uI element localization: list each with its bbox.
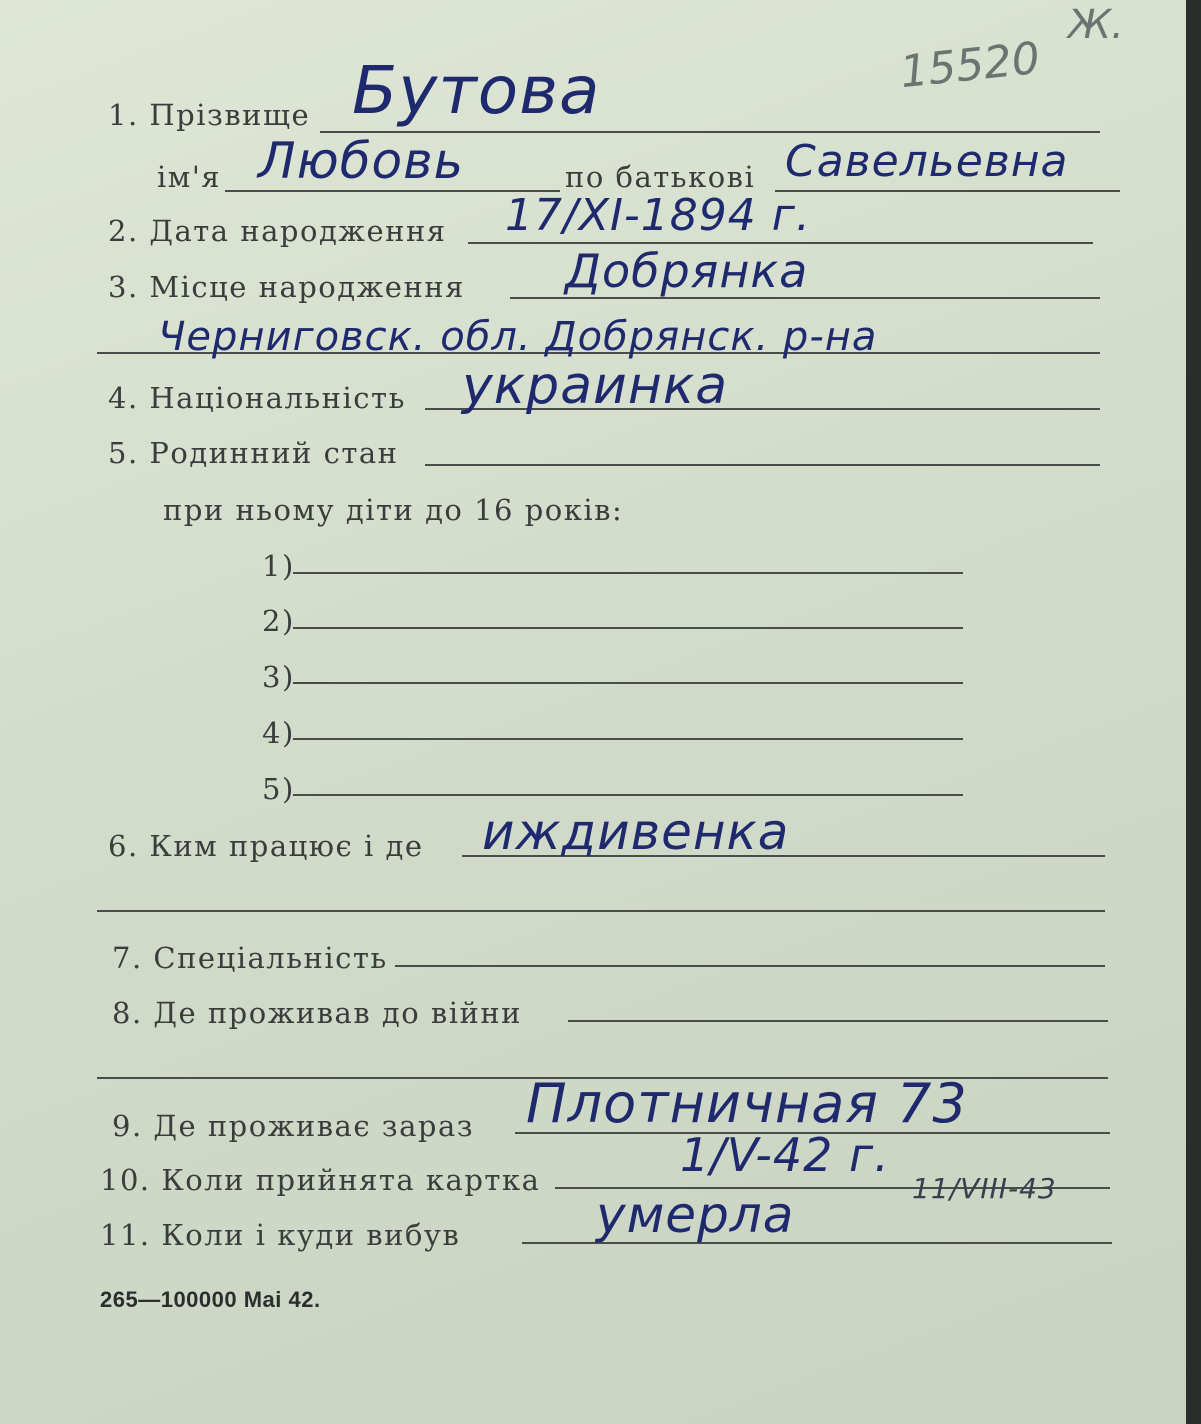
label-birth-place: 3. Місце народження bbox=[108, 270, 465, 304]
label-name: ім'я bbox=[157, 160, 222, 194]
line-child-2 bbox=[293, 627, 963, 629]
label-child-1: 1) bbox=[262, 549, 295, 583]
line-prewar bbox=[568, 1020, 1108, 1022]
value-surname: Бутова bbox=[352, 52, 601, 129]
value-birth-date: 17/XI-1894 г. bbox=[505, 190, 811, 241]
value-name: Любовь bbox=[258, 132, 465, 190]
value-departed: умерла bbox=[596, 1186, 795, 1244]
label-child-2: 2) bbox=[262, 604, 295, 638]
value-birth-place-1: Добрянка bbox=[565, 244, 809, 298]
label-departed: 11. Коли і куди вибув bbox=[100, 1218, 461, 1252]
label-child-4: 4) bbox=[262, 716, 295, 750]
line-specialty bbox=[395, 965, 1105, 967]
label-accepted: 10. Коли прийнята картка bbox=[100, 1163, 541, 1197]
value-work: иждивенка bbox=[482, 803, 790, 861]
value-birth-place-2: Черниговск. обл. Добрянск. р-на bbox=[158, 314, 878, 360]
pencil-corner-mark: Ж. bbox=[1068, 2, 1124, 48]
value-departed-date: 11/VIII-43 bbox=[912, 1172, 1057, 1205]
line-child-4 bbox=[293, 738, 963, 740]
value-accepted: 1/V-42 г. bbox=[680, 1128, 890, 1182]
line-marital bbox=[425, 464, 1100, 466]
label-children: при ньому діти до 16 років: bbox=[163, 493, 624, 527]
label-patronymic: по батькові bbox=[565, 160, 756, 194]
label-marital: 5. Родинний стан bbox=[108, 436, 399, 470]
line-child-3 bbox=[293, 682, 963, 684]
line-patronymic bbox=[775, 190, 1120, 192]
label-surname: 1. Прізвище bbox=[108, 98, 311, 132]
label-work: 6. Ким працює і де bbox=[108, 829, 424, 863]
value-patronymic: Савельевна bbox=[785, 136, 1069, 187]
label-child-5: 5) bbox=[262, 772, 295, 806]
value-current: Плотничная 73 bbox=[526, 1072, 968, 1135]
label-current: 9. Де проживає зараз bbox=[112, 1109, 475, 1143]
value-nationality: украинка bbox=[462, 356, 729, 416]
scan-edge-shadow bbox=[1186, 0, 1201, 1424]
pencil-archive-number: 15520 bbox=[897, 32, 1043, 99]
label-nationality: 4. Національність bbox=[108, 381, 406, 415]
line-child-1 bbox=[293, 572, 963, 574]
label-prewar: 8. Де проживав до війни bbox=[112, 996, 522, 1030]
line-work-2 bbox=[97, 910, 1105, 912]
label-child-3: 3) bbox=[262, 660, 295, 694]
print-run-footer: 265—100000 Mai 42. bbox=[100, 1287, 321, 1312]
label-specialty: 7. Спеціальність bbox=[112, 941, 388, 975]
line-child-5 bbox=[293, 794, 963, 796]
label-birth-date: 2. Дата народження bbox=[108, 214, 447, 248]
